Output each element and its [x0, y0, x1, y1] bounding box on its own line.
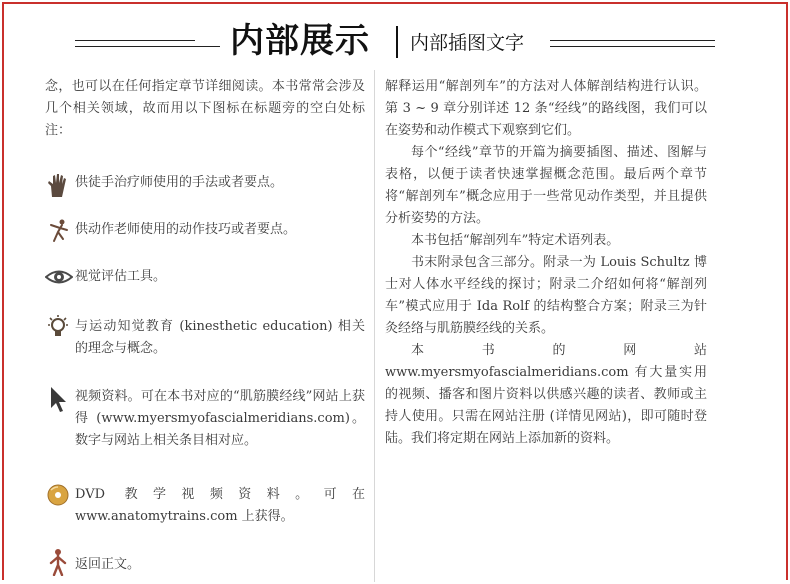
body-paragraph: 本书的网站 www.myersmyofascialmeridians.com 有大量实用的视频、播客和图片资料以供感兴趣的读者、教师或主持人使用。只需在网站注册 (详情见网站)，即可随时登陆。我们将定期在网站上添加新的资料。 — [385, 343, 707, 446]
body-paragraph: 每个“经线”章节的开篇为摘要插图、描述、图解与表格，以便于读者快速掌握概念范围。最后两个章节将“解剖列车”概念应用于一些常见动作类型，并且提供分析姿势的方法。 — [385, 145, 707, 226]
legend-text: 供徒手治疗师使用的手法或者要点。 — [75, 175, 284, 190]
legend-text: 视觉评估工具。 — [75, 269, 167, 284]
page-subtitle: 内部插图文字 — [410, 32, 525, 54]
legend-text: 视频资料。可在本书对应的“肌筋膜经线”网站上获得 (www.myersmyofascialmeridians.com)。数字与网站上相关条目相对应。 — [75, 389, 365, 448]
movement-figure-icon — [45, 217, 71, 243]
body-paragraph: 解释运用“解剖列车”的方法对人体解剖结构进行认识。第 3 ~ 9 章分别详述 12 条“经线”的路线图，我们可以在姿势和动作模式下观察到它们。 — [385, 79, 707, 138]
hand-icon — [45, 172, 71, 198]
header-rule-left-bottom — [75, 46, 220, 47]
anatomy-figure-icon — [45, 548, 71, 574]
dvd-disc-icon — [45, 482, 71, 508]
body-paragraph: 本书包括“解剖列车”特定术语列表。 — [411, 233, 620, 248]
intro-paragraph: 念，也可以在任何指定章节详细阅读。本书常常会涉及几个相关领域，故而用以下图标在标题旁的空白处标注： — [45, 79, 365, 138]
eye-icon — [45, 264, 71, 290]
title-separator — [396, 26, 398, 58]
header-rule-left-top — [75, 40, 195, 41]
cursor-arrow-icon — [45, 384, 71, 410]
right-column — [385, 76, 707, 450]
page-title: 内部展示 — [230, 21, 370, 61]
legend-text: 供动作老师使用的动作技巧或者要点。 — [75, 222, 297, 237]
header-rule-right-bottom — [550, 46, 715, 47]
legend-text: 返回正文。 — [75, 557, 141, 572]
left-column — [45, 76, 365, 572]
legend-text: DVD 教学视频资料。可在 www.anatomytrains.com 上获得。 — [75, 487, 365, 524]
body-paragraph: 书末附录包含三部分。附录一为 Louis Schultz 博士对人体水平经线的探讨；附录二介绍如何将“解剖列车”模式应用于 Ida Rolf 的结构整合方案；附录三为针灸经络与肌筋膜经线的关系。 — [385, 255, 707, 336]
legend-text: 与运动知觉教育 (kinesthetic education) 相关的理念与概念。 — [75, 319, 365, 356]
column-divider — [374, 70, 375, 582]
lightbulb-icon — [45, 314, 71, 340]
section-header — [0, 18, 790, 66]
header-rule-right-top — [550, 40, 715, 41]
